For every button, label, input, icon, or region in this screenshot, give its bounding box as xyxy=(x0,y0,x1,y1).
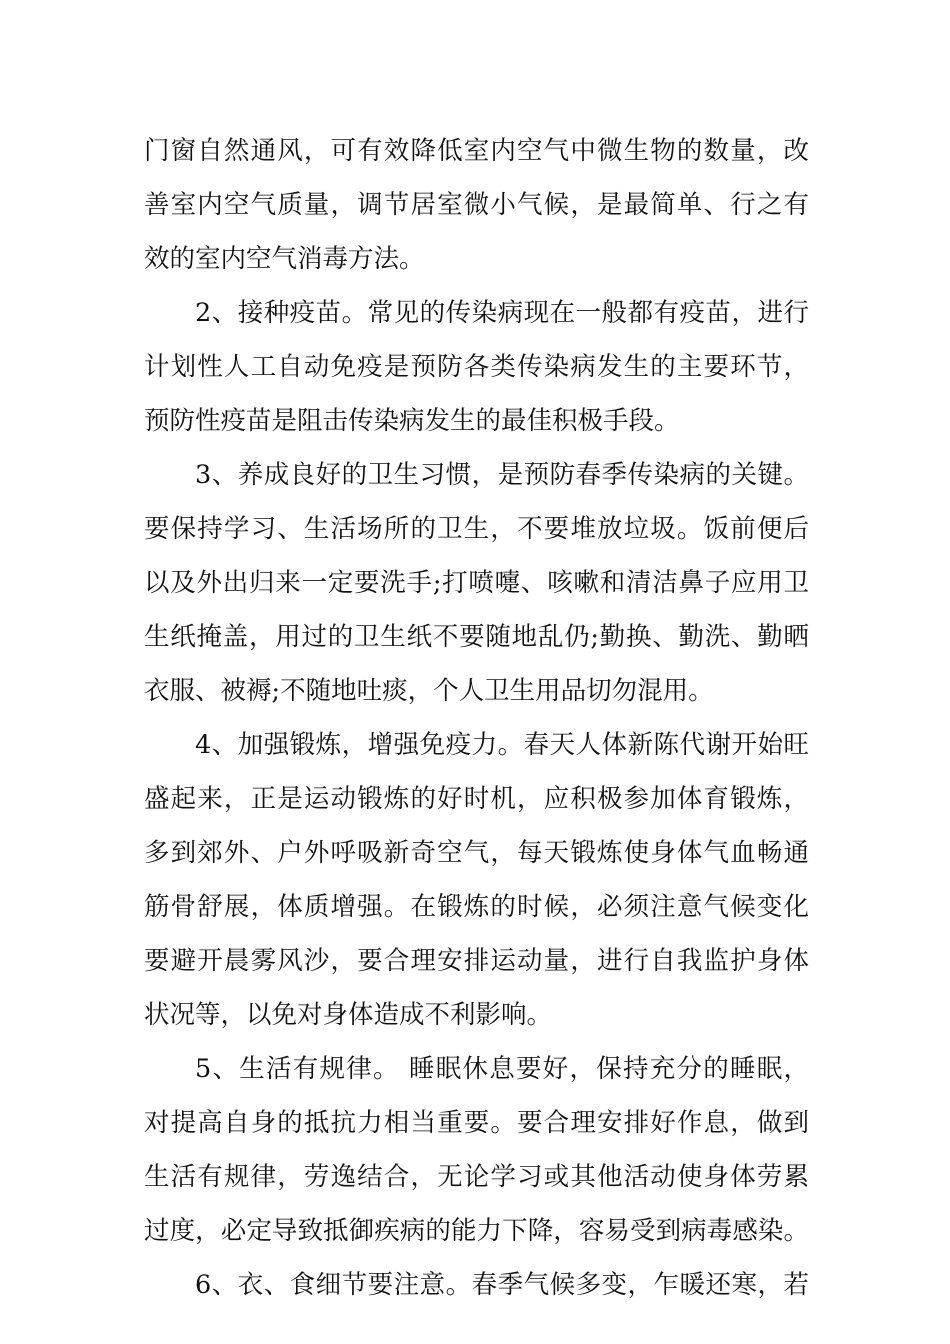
text-line: 5、生活有规律。 睡眠休息要好，保持充分的睡眠， xyxy=(195,1054,809,1084)
text-line: 盛起来，正是运动锻炼的好时机，应积极参加体育锻炼， xyxy=(144,784,809,814)
text-line: 多到郊外、户外呼吸新奇空气，每天锻炼使身体气血畅通 xyxy=(144,838,809,868)
text-line: 3、养成良好的卫生习惯，是预防春季传染病的关键。 xyxy=(195,460,809,490)
text-line: 生活有规律，劳逸结合，无论学习或其他活动使身体劳累 xyxy=(144,1162,809,1192)
text-line: 要避开晨雾风沙，要合理安排运动量，进行自我监护身体 xyxy=(144,946,809,976)
text-line: 以及外出归来一定要洗手;打喷嚏、咳嗽和清洁鼻子应用卫 xyxy=(144,568,809,598)
text-line: 4、加强锻炼，增强免疫力。春天人体新陈代谢开始旺 xyxy=(195,730,809,760)
text-line: 2、接种疫苗。常见的传染病现在一般都有疫苗，进行 xyxy=(195,298,809,328)
text-line: 状况等，以免对身体造成不利影响。 xyxy=(144,1000,553,1030)
text-line: 预防性疫苗是阻击传染病发生的最佳积极手段。 xyxy=(144,406,680,436)
text-line: 计划性人工自动免疫是预防各类传染病发生的主要环节， xyxy=(144,352,809,382)
text-line: 效的室内空气消毒方法。 xyxy=(144,244,425,274)
text-line: 过度，必定导致抵御疾病的能力下降，容易受到病毒感染。 xyxy=(144,1216,809,1246)
document-body xyxy=(144,124,809,1312)
text-line: 筋骨舒展，体质增强。在锻炼的时候，必须注意气候变化 xyxy=(144,892,809,922)
text-line: 善室内空气质量，调节居室微小气候，是最简单、行之有 xyxy=(144,190,809,220)
text-line: 生纸掩盖，用过的卫生纸不要随地乱仍;勤换、勤洗、勤晒 xyxy=(144,622,809,652)
text-line: 对提高自身的抵抗力相当重要。要合理安排好作息，做到 xyxy=(144,1108,809,1138)
text-line: 门窗自然通风，可有效降低室内空气中微生物的数量，改 xyxy=(144,136,809,166)
text-line: 要保持学习、生活场所的卫生，不要堆放垃圾。饭前便后 xyxy=(144,514,809,544)
text-line: 6、衣、食细节要注意。春季气候多变，乍暖还寒，若 xyxy=(195,1270,809,1300)
text-line: 衣服、被褥;不随地吐痰，个人卫生用品切勿混用。 xyxy=(144,676,714,706)
